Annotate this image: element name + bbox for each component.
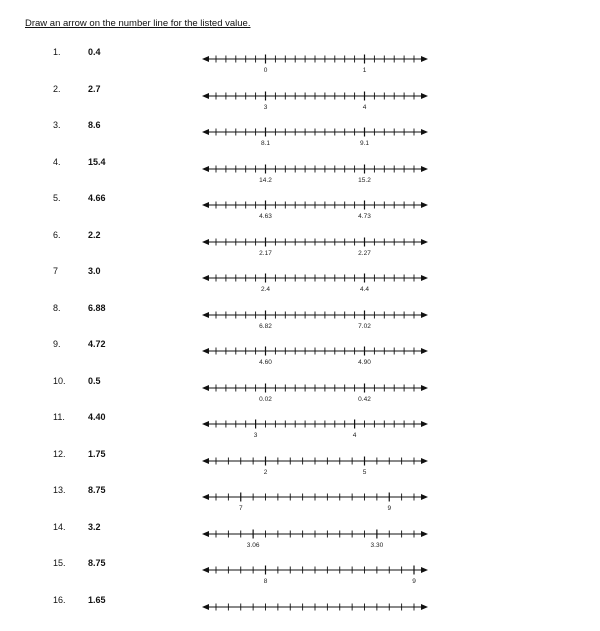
problem-number: 6. <box>53 229 61 240</box>
number-line[interactable] <box>200 487 430 513</box>
tick-label: 4 <box>362 103 367 111</box>
problem-value: 2.2 <box>88 229 101 240</box>
right-arrowhead-icon <box>421 604 428 610</box>
tick-label: 15.2 <box>358 176 371 184</box>
left-arrowhead-icon <box>202 93 209 99</box>
problem-number: 4. <box>53 156 61 167</box>
problem-value: 8.6 <box>88 120 101 130</box>
number-line[interactable] <box>200 414 430 440</box>
problem-value: 1.65 <box>88 594 106 605</box>
right-arrowhead-icon <box>421 202 428 208</box>
problem-number: 3. <box>53 120 61 130</box>
tick-label: 4 <box>352 432 357 439</box>
problem-row <box>0 193 600 229</box>
left-arrowhead-icon <box>202 348 209 354</box>
number-line[interactable] <box>200 597 430 623</box>
problem-number: 7 <box>53 266 59 276</box>
tick-label: 6.82 <box>259 322 272 330</box>
left-arrowhead-icon <box>202 385 209 391</box>
tick-label: 0 <box>263 67 268 74</box>
problem-value: 2.7 <box>88 83 101 94</box>
number-line[interactable] <box>200 451 430 477</box>
left-arrowhead-icon <box>202 567 209 573</box>
right-arrowhead-icon <box>421 531 428 537</box>
problem-row <box>0 303 600 339</box>
tick-label: 4.63 <box>259 213 272 220</box>
tick-label: 9.1 <box>359 140 370 147</box>
problem-number: 8. <box>53 302 61 313</box>
number-line[interactable] <box>200 560 430 586</box>
left-arrowhead-icon <box>202 458 209 464</box>
right-arrowhead-icon <box>421 312 428 318</box>
left-arrowhead-icon <box>202 239 209 245</box>
problem-row <box>0 449 600 485</box>
tick-label: 5 <box>362 468 367 476</box>
problem-number: 5. <box>53 193 61 203</box>
right-arrowhead-icon <box>421 458 428 464</box>
tick-label: 9 <box>412 578 416 585</box>
worksheet-instructions: Draw an arrow on the number line for the listed value. <box>25 18 251 29</box>
tick-label: 4.60 <box>259 359 272 366</box>
problem-number: 13. <box>53 485 66 495</box>
right-arrowhead-icon <box>421 129 428 135</box>
tick-label: 14.2 <box>259 176 272 184</box>
right-arrowhead-icon <box>421 93 428 99</box>
tick-label: 2 <box>263 468 268 476</box>
left-arrowhead-icon <box>202 166 209 172</box>
left-arrowhead-icon <box>202 312 209 318</box>
right-arrowhead-icon <box>421 348 428 354</box>
left-arrowhead-icon <box>202 56 209 62</box>
right-arrowhead-icon <box>421 56 428 62</box>
number-line[interactable] <box>200 378 430 404</box>
problem-number: 16. <box>53 594 66 605</box>
tick-label: 7 <box>238 505 243 512</box>
number-line[interactable] <box>200 341 430 367</box>
problem-value: 3.0 <box>88 266 101 276</box>
problem-value: 4.40 <box>88 412 106 422</box>
left-arrowhead-icon <box>202 494 209 500</box>
tick-label: 3.30 <box>370 541 384 549</box>
tick-label: 7.02 <box>358 322 371 330</box>
right-arrowhead-icon <box>421 166 428 172</box>
tick-label: 2.17 <box>259 249 272 257</box>
left-arrowhead-icon <box>202 275 209 281</box>
tick-label: 4.4 <box>359 286 370 293</box>
right-arrowhead-icon <box>421 494 428 500</box>
problem-row <box>0 376 600 412</box>
problem-number: 14. <box>53 521 66 532</box>
right-arrowhead-icon <box>421 567 428 573</box>
tick-label: 0.42 <box>358 395 371 403</box>
problem-value: 0.4 <box>88 47 101 57</box>
problem-row <box>0 47 600 83</box>
left-arrowhead-icon <box>202 202 209 208</box>
problem-number: 2. <box>53 83 61 94</box>
problem-value: 3.2 <box>88 521 101 532</box>
problem-row <box>0 485 600 521</box>
problem-row <box>0 84 600 120</box>
problem-value: 8.75 <box>88 485 106 495</box>
number-line[interactable] <box>200 305 430 331</box>
number-line[interactable] <box>200 268 430 294</box>
right-arrowhead-icon <box>421 385 428 391</box>
number-line[interactable] <box>200 86 430 112</box>
problem-value: 1.75 <box>88 448 106 459</box>
number-line[interactable] <box>200 159 430 185</box>
tick-label: 3 <box>253 432 258 439</box>
problem-value: 4.72 <box>88 339 106 349</box>
tick-label: 8.1 <box>260 140 271 147</box>
left-arrowhead-icon <box>202 129 209 135</box>
tick-label: 0.02 <box>259 395 272 403</box>
problem-number: 9. <box>53 339 61 349</box>
right-arrowhead-icon <box>421 275 428 281</box>
tick-label: 2.27 <box>358 249 371 257</box>
problem-number: 12. <box>53 448 66 459</box>
right-arrowhead-icon <box>421 421 428 427</box>
problem-row <box>0 157 600 193</box>
tick-label: 2.4 <box>260 286 271 293</box>
problem-row <box>0 120 600 156</box>
problem-row <box>0 558 600 594</box>
problem-value: 0.5 <box>88 375 101 386</box>
problem-number: 15. <box>53 558 66 568</box>
tick-label: 8 <box>263 578 268 585</box>
left-arrowhead-icon <box>202 531 209 537</box>
tick-label: 9 <box>387 505 392 512</box>
tick-label: 3.06 <box>246 541 260 549</box>
left-arrowhead-icon <box>202 421 209 427</box>
number-line[interactable] <box>200 524 430 550</box>
problem-value: 8.75 <box>88 558 106 568</box>
problem-value: 4.66 <box>88 193 106 203</box>
number-line[interactable] <box>200 232 430 258</box>
problem-row <box>0 412 600 448</box>
left-arrowhead-icon <box>202 604 209 610</box>
number-line[interactable] <box>200 122 430 148</box>
tick-label: 4.73 <box>358 213 371 220</box>
problem-row <box>0 230 600 266</box>
tick-label: 3 <box>263 103 268 111</box>
problem-row <box>0 522 600 558</box>
number-line[interactable] <box>200 195 430 221</box>
right-arrowhead-icon <box>421 239 428 245</box>
problem-value: 15.4 <box>88 156 106 167</box>
problem-number: 10. <box>53 375 66 386</box>
problem-number: 1. <box>53 47 61 57</box>
problem-value: 6.88 <box>88 302 106 313</box>
tick-label: 4.90 <box>358 359 371 366</box>
problem-row <box>0 339 600 375</box>
problem-number: 11. <box>53 412 65 422</box>
problem-row <box>0 266 600 302</box>
number-line[interactable] <box>200 49 430 75</box>
tick-label: 1 <box>362 67 367 74</box>
